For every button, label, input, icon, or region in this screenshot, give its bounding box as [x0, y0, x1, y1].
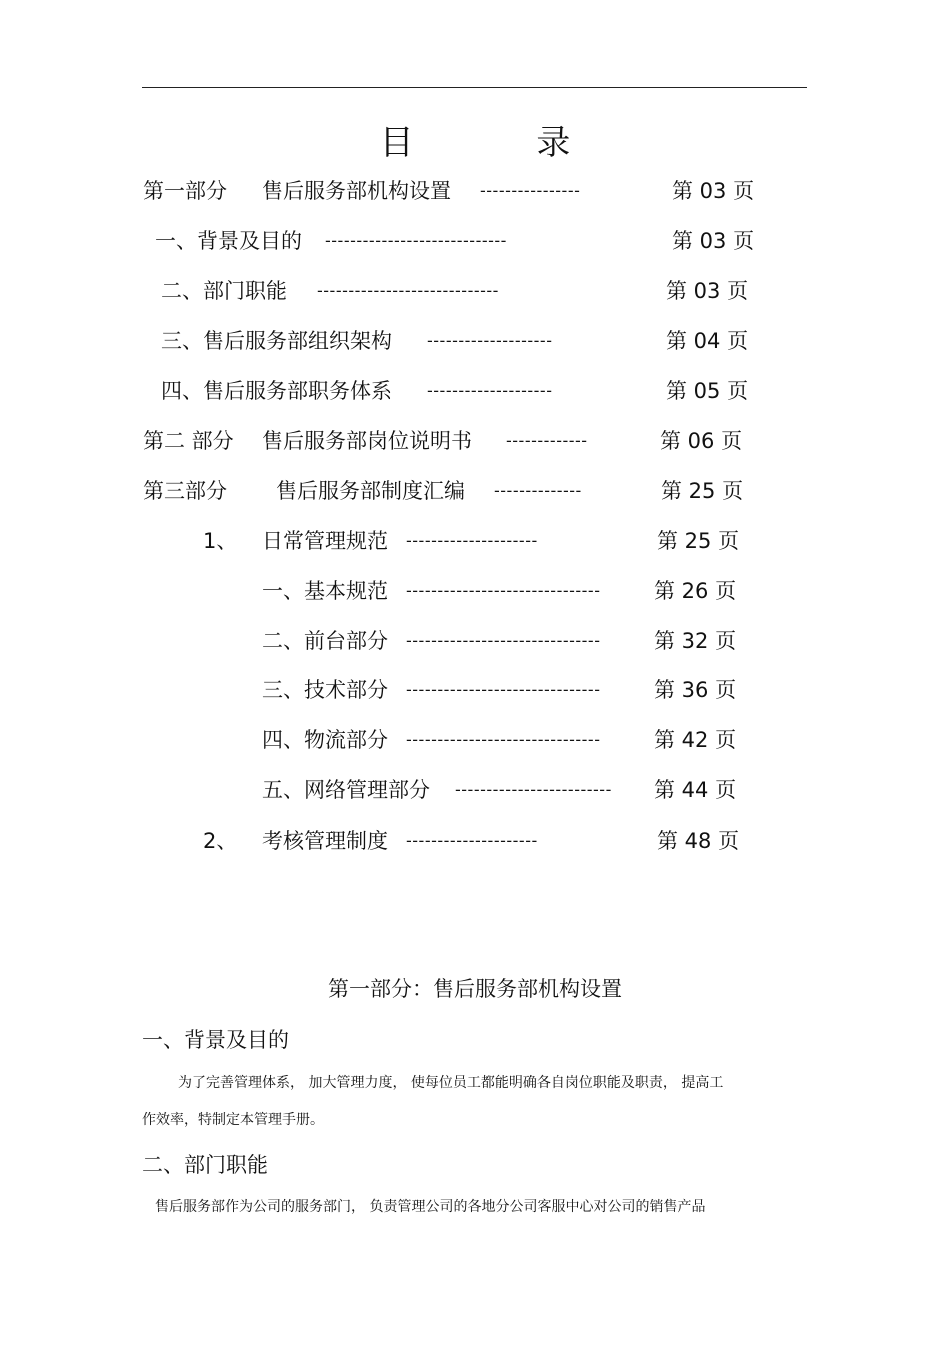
toc-leader-dots: ------------- — [506, 431, 588, 450]
toc-entry-label: 一、背景及目的 — [155, 229, 302, 253]
toc-entry-label: 二、前台部分 — [262, 629, 388, 653]
toc-part-number: 第一部分 — [143, 179, 227, 203]
toc-leader-dots: ------------------------------- — [406, 730, 601, 749]
toc-item-number: 1、 — [203, 529, 238, 553]
toc-page-number: 第 05 页 — [666, 379, 749, 403]
toc-row[interactable] — [0, 675, 950, 705]
section-title: 第一部分：售后服务部机构设置 — [328, 977, 622, 1001]
toc-page-number: 第 25 页 — [661, 479, 744, 503]
paragraph-line: 售后服务部作为公司的服务部门， 负责管理公司的各地分公司客服中心对公司的销售产品 — [155, 1199, 706, 1215]
toc-leader-dots: ------------------------------- — [406, 581, 601, 600]
heading-department-function: 二、部门职能 — [142, 1153, 268, 1177]
toc-page-number: 第 42 页 — [654, 728, 737, 752]
toc-entry-label: 日常管理规范 — [262, 529, 388, 553]
toc-leader-dots: ----------------------------- — [317, 281, 499, 300]
toc-part-number: 第三部分 — [143, 479, 227, 503]
toc-row[interactable] — [0, 276, 950, 306]
toc-page-number: 第 44 页 — [654, 778, 737, 802]
toc-part-number: 第二 部分 — [143, 429, 234, 453]
toc-page-number: 第 06 页 — [660, 429, 743, 453]
toc-row[interactable] — [0, 725, 950, 755]
toc-row[interactable] — [0, 626, 950, 656]
toc-row[interactable] — [0, 476, 950, 506]
toc-page-number: 第 32 页 — [654, 629, 737, 653]
toc-page-number: 第 03 页 — [666, 279, 749, 303]
toc-entry-label: 售后服务部机构设置 — [262, 179, 451, 203]
paragraph-line: 为了完善管理体系， 加大管理力度， 使每位员工都能明确各自岗位职能及职责， 提高工 — [178, 1075, 724, 1091]
toc-entry-label: 考核管理制度 — [262, 829, 388, 853]
heading-background: 一、背景及目的 — [142, 1028, 289, 1052]
toc-entry-label: 售后服务部岗位说明书 — [262, 429, 472, 453]
toc-page-number: 第 03 页 — [672, 229, 755, 253]
toc-entry-label: 售后服务部制度汇编 — [276, 479, 465, 503]
toc-page-number: 第 25 页 — [657, 529, 740, 553]
toc-row[interactable] — [0, 326, 950, 356]
toc-page-number: 第 03 页 — [672, 179, 755, 203]
toc-leader-dots: --------------------- — [406, 531, 538, 550]
header-rule — [142, 87, 807, 88]
toc-entry-label: 五、网络管理部分 — [262, 778, 430, 802]
toc-row[interactable] — [0, 576, 950, 606]
toc-row[interactable] — [0, 426, 950, 456]
toc-row[interactable] — [0, 176, 950, 206]
toc-row[interactable] — [0, 526, 950, 556]
toc-leader-dots: ----------------------------- — [325, 231, 507, 250]
toc-leader-dots: ------------------------- — [455, 780, 612, 799]
toc-row[interactable] — [0, 826, 950, 856]
toc-entry-label: 一、基本规范 — [262, 579, 388, 603]
toc-leader-dots: ---------------- — [480, 181, 581, 200]
toc-page-number: 第 48 页 — [657, 829, 740, 853]
toc-page-number: 第 36 页 — [654, 678, 737, 702]
toc-page-number: 第 04 页 — [666, 329, 749, 353]
toc-leader-dots: ------------------------------- — [406, 631, 601, 650]
toc-entry-label: 二、部门职能 — [161, 279, 287, 303]
toc-row[interactable] — [0, 376, 950, 406]
toc-page-number: 第 26 页 — [654, 579, 737, 603]
toc-leader-dots: ------------------------------- — [406, 680, 601, 699]
toc-entry-label: 四、售后服务部职务体系 — [161, 379, 392, 403]
toc-entry-label: 四、物流部分 — [262, 728, 388, 752]
toc-item-number: 2、 — [203, 829, 238, 853]
toc-leader-dots: -------------------- — [427, 381, 553, 400]
toc-leader-dots: -------------------- — [427, 331, 553, 350]
toc-leader-dots: --------------------- — [406, 831, 538, 850]
toc-row[interactable] — [0, 775, 950, 805]
paragraph-line: 作效率，特制定本管理手册。 — [142, 1112, 324, 1128]
toc-row[interactable] — [0, 226, 950, 256]
toc-entry-label: 三、售后服务部组织架构 — [161, 329, 392, 353]
toc-leader-dots: -------------- — [494, 481, 582, 500]
toc-entry-label: 三、技术部分 — [262, 678, 388, 702]
toc-title: 目 录 — [379, 123, 627, 163]
